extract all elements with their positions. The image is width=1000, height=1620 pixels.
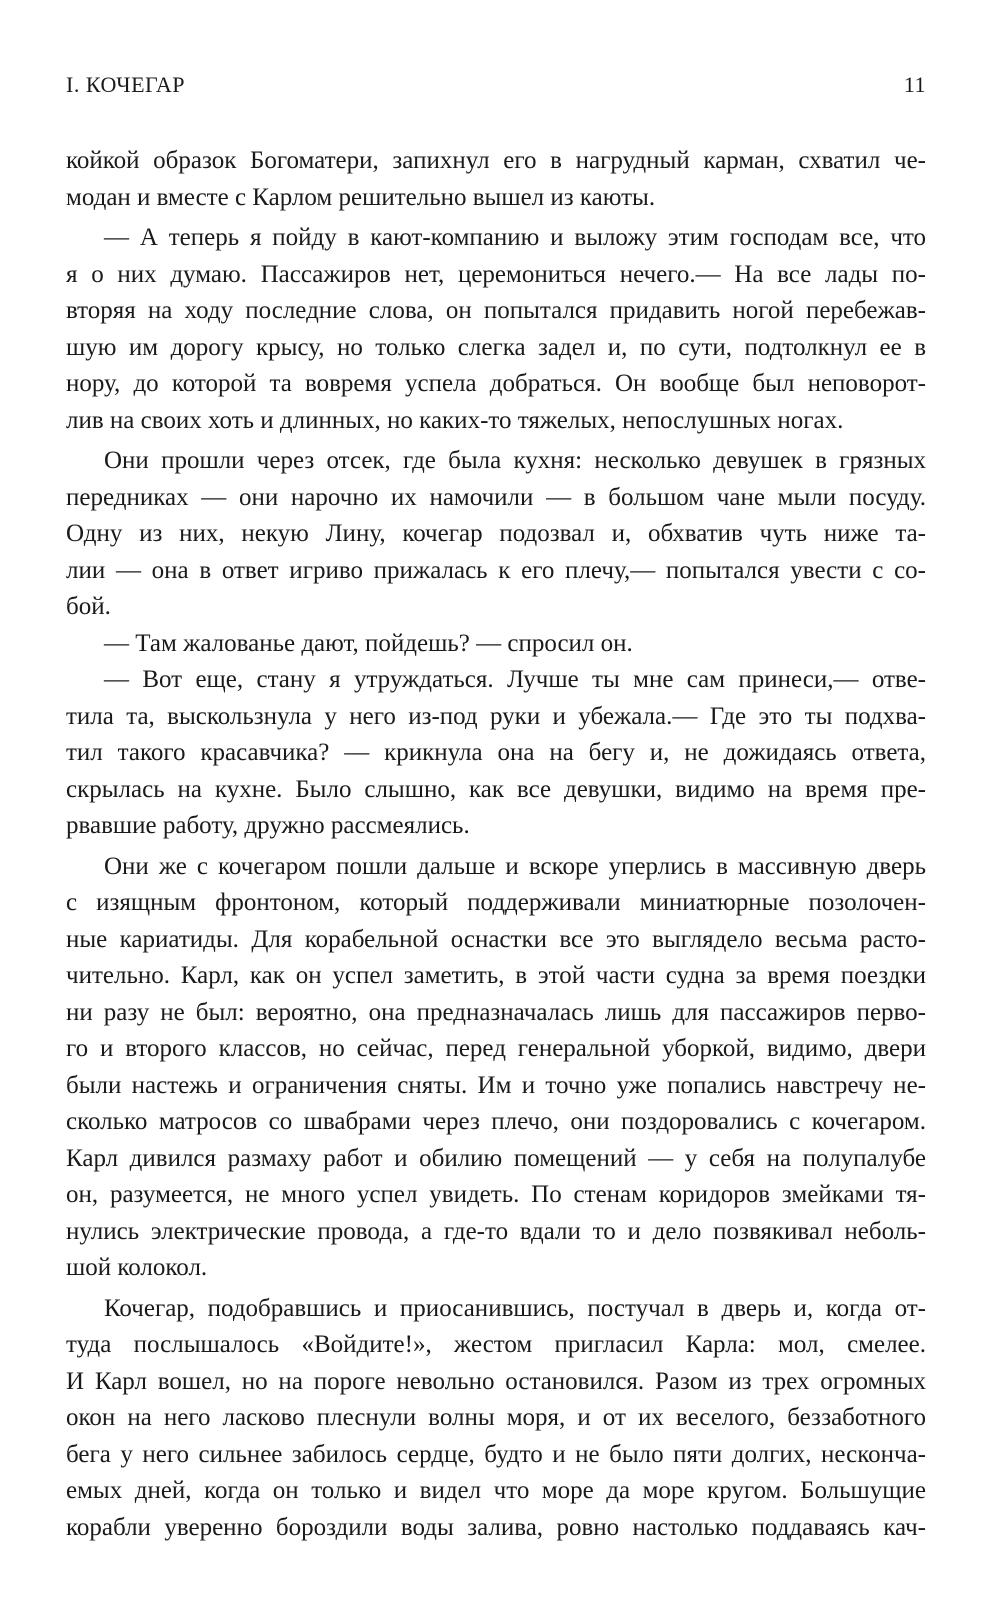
paragraph	[66, 849, 926, 1287]
text-line: модан и вместе с Карлом решительно вышел из каюты.	[66, 183, 656, 211]
body-text	[66, 143, 926, 1546]
page-number: 11	[903, 72, 926, 97]
text-line: шую им дорогу крысу, но только слегка задел и, по сути, подтолкнул ее в	[66, 333, 926, 361]
text-line: нору, до которой та вовремя успела добраться. Он вообще был неповорот-	[66, 370, 926, 397]
text-line: — Вот еще, стану я утруждаться. Лучше ты мне сам принеси,— отве-	[104, 666, 926, 693]
text-line: Карл дивился размаху работ и обилию помещений — у себя на полупалубе	[66, 1144, 926, 1172]
text-line: окон на него ласково плеснули волны моря, и от их веселого, беззаботного	[66, 1404, 926, 1431]
text-line: лив на своих хоть и длинных, но каких-то тяжелых, непослушных ногах.	[66, 406, 844, 434]
text-line: Они прошли через отсек, где была кухня: несколько девушек в грязных	[104, 447, 926, 474]
text-line: нулись электрические провода, а где-то вдали то и дело позвякивал неболь-	[66, 1217, 926, 1245]
text-line: вторяя на ходу последние слова, он попытался придавить ногой перебежав-	[66, 297, 926, 324]
text-line: шой колокол.	[66, 1254, 208, 1281]
text-line: Одну из них, некую Лину, кочегар подозвал и, обхватив чуть ниже та-	[66, 520, 926, 547]
text-line: я о них думаю. Пассажиров нет, церемониться нечего.— На все лады по-	[66, 260, 926, 288]
text-line: скрылась на кухне. Было слышно, как все девушки, видимо на время пре-	[66, 775, 926, 803]
text-line: емых дней, когда он только и видел что море да море кругом. Большущие	[66, 1477, 926, 1504]
text-line: ные кариатиды. Для корабельной оснастки все это выглядело весьма расто-	[66, 925, 926, 953]
text-line: с изящным фронтоном, который поддерживали миниатюрные позолочен-	[66, 889, 926, 916]
paragraph	[66, 626, 926, 663]
text-line: бега у него сильнее забилось сердце, будто и не было пяти долгих, несконча-	[66, 1440, 926, 1468]
text-line: Они же с кочегаром пошли дальше и вскоре уперлись в массивную дверь	[104, 852, 926, 880]
paragraph	[66, 443, 926, 626]
text-line: сколько матросов со швабрами через плечо, они поздоровались с кочегаром.	[66, 1108, 926, 1135]
text-line: он, разумеется, не много успел увидеть. По стенам коридоров змейками тя-	[66, 1181, 926, 1208]
running-head	[66, 72, 926, 104]
text-line: — А теперь я пойду в кают-компанию и выложу этим господам все, что	[104, 224, 926, 251]
text-line: — Там жалованье дают, пойдешь? — спросил он.	[104, 629, 633, 657]
text-line: рвавшие работу, дружно рассмеялись.	[66, 812, 470, 839]
text-line: лии — она в ответ игриво прижалась к его плечу,— попытался увести с со-	[66, 556, 926, 584]
text-line: койкой образок Богоматери, запихнул его в нагрудный карман, схватил че-	[66, 147, 926, 174]
paragraph	[66, 220, 926, 439]
text-line: тил такого красавчика? — крикнула она на бегу и, не дожидаясь ответа,	[66, 739, 926, 766]
text-line: го и второго классов, но сейчас, перед генеральной уборкой, видимо, двери	[66, 1035, 926, 1062]
text-line: ни разу не был: вероятно, она предназначалась лишь для пассажиров перво-	[66, 998, 926, 1026]
text-line: тила та, выскользнула у него из-под руки и убежала.— Где это ты подхва-	[66, 702, 926, 730]
text-line: туда послышалось «Войдите!», жестом пригласил Карла: мол, смелее.	[66, 1331, 926, 1358]
text-line: передниках — они нарочно их намочили — в большом чане мыли посуду.	[66, 483, 926, 511]
paragraph	[66, 662, 926, 845]
text-line: чительно. Карл, как он успел заметить, в этой части судна за время поездки	[66, 962, 926, 989]
text-line: бой.	[66, 593, 111, 620]
paragraph	[66, 143, 926, 216]
text-line: корабли уверенно бороздили воды залива, ровно настолько поддаваясь кач-	[66, 1513, 926, 1541]
text-line: были настежь и ограничения сняты. Им и точно уже попались навстречу не-	[66, 1071, 926, 1099]
paragraph	[66, 1291, 926, 1547]
chapter-title: I. КОЧЕГАР	[66, 72, 185, 97]
text-line: Кочегар, подобравшись и приосанившись, постучал в дверь и, когда от-	[104, 1294, 926, 1322]
text-line: И Карл вошел, но на пороге невольно остановился. Разом из трех огромных	[66, 1367, 926, 1395]
